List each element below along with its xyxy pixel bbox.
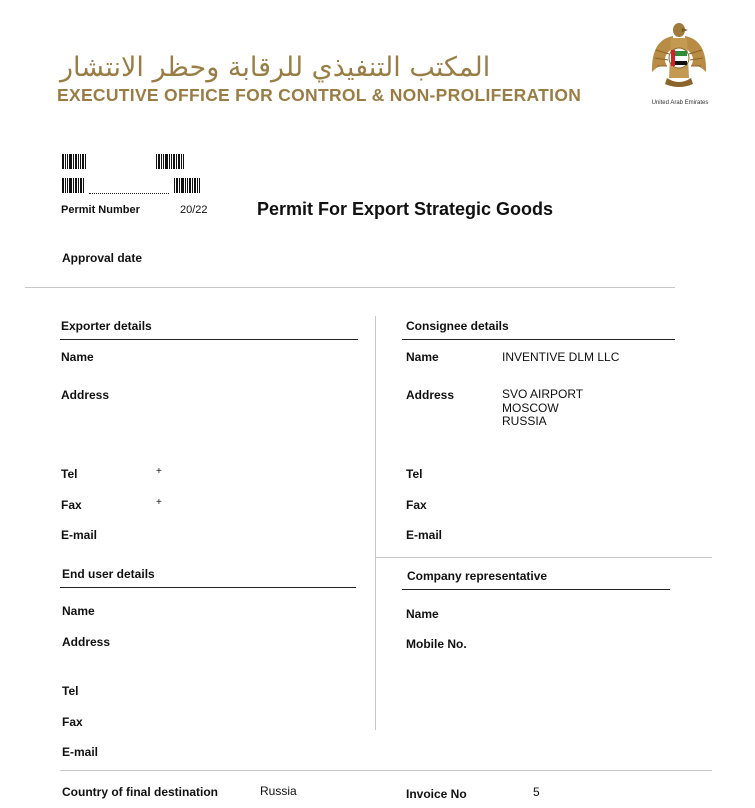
permit-number-label: Permit Number <box>61 204 140 216</box>
end-user-tel-label: Tel <box>62 684 79 698</box>
column-divider <box>375 316 376 730</box>
header-divider <box>25 287 675 288</box>
end-user-section-title: End user details <box>62 567 155 581</box>
consignee-name-label: Name <box>406 350 439 364</box>
representative-section-title: Company representative <box>407 569 548 583</box>
consignee-address-line: MOSCOW <box>502 400 559 415</box>
end-user-email-label: E-mail <box>62 745 99 759</box>
exporter-title-rule <box>60 339 358 340</box>
permit-number-value: 20/22 <box>180 204 208 216</box>
consignee-section-title: Consignee details <box>406 319 509 333</box>
exporter-address-label: Address <box>61 388 110 402</box>
destination-value: Russia <box>260 784 297 798</box>
consignee-title-rule <box>402 339 675 340</box>
exporter-tel-value: + <box>156 466 162 477</box>
page-title: Permit For Export Strategic Goods <box>257 199 554 219</box>
consignee-address-line: SVO AIRPORT <box>502 387 584 401</box>
consignee-address-value <box>502 388 583 429</box>
consignee-email-label: E-mail <box>406 528 443 542</box>
exporter-email-label: E-mail <box>61 528 98 542</box>
footer-divider <box>60 770 712 771</box>
invoice-label: Invoice No <box>406 787 467 801</box>
invoice-value: 5 <box>533 785 540 799</box>
office-name-english: EXECUTIVE OFFICE FOR CONTROL & NON-PROLIFERATION <box>57 85 582 105</box>
emblem-caption: United Arab Emirates <box>651 100 709 106</box>
office-name-arabic: المكتب التنفيذي للرقابة وحظر الانتشار <box>60 52 491 83</box>
consignee-tel-label: Tel <box>406 467 423 481</box>
end-user-fax-label: Fax <box>62 715 83 729</box>
exporter-tel-label: Tel <box>61 467 78 481</box>
uae-emblem-icon <box>649 20 709 92</box>
representative-mobile-label: Mobile No. <box>406 637 467 651</box>
mid-divider <box>376 557 712 558</box>
exporter-section-title: Exporter details <box>61 319 152 333</box>
barcode-top <box>62 154 185 169</box>
approval-date-label: Approval date <box>62 251 143 265</box>
consignee-address-line: RUSSIA <box>502 414 547 428</box>
end-user-title-rule <box>60 587 356 588</box>
exporter-fax-label: Fax <box>61 498 82 512</box>
barcode-bottom <box>62 178 201 193</box>
representative-name-label: Name <box>406 607 439 621</box>
end-user-name-label: Name <box>62 604 95 618</box>
representative-title-rule <box>402 589 670 590</box>
exporter-name-label: Name <box>61 350 94 364</box>
exporter-fax-value: + <box>156 497 162 508</box>
consignee-name-value: INVENTIVE DLM LLC <box>502 350 620 364</box>
end-user-address-label: Address <box>62 635 111 649</box>
consignee-fax-label: Fax <box>406 498 427 512</box>
destination-label: Country of final destination <box>62 785 218 799</box>
consignee-address-label: Address <box>406 388 455 402</box>
